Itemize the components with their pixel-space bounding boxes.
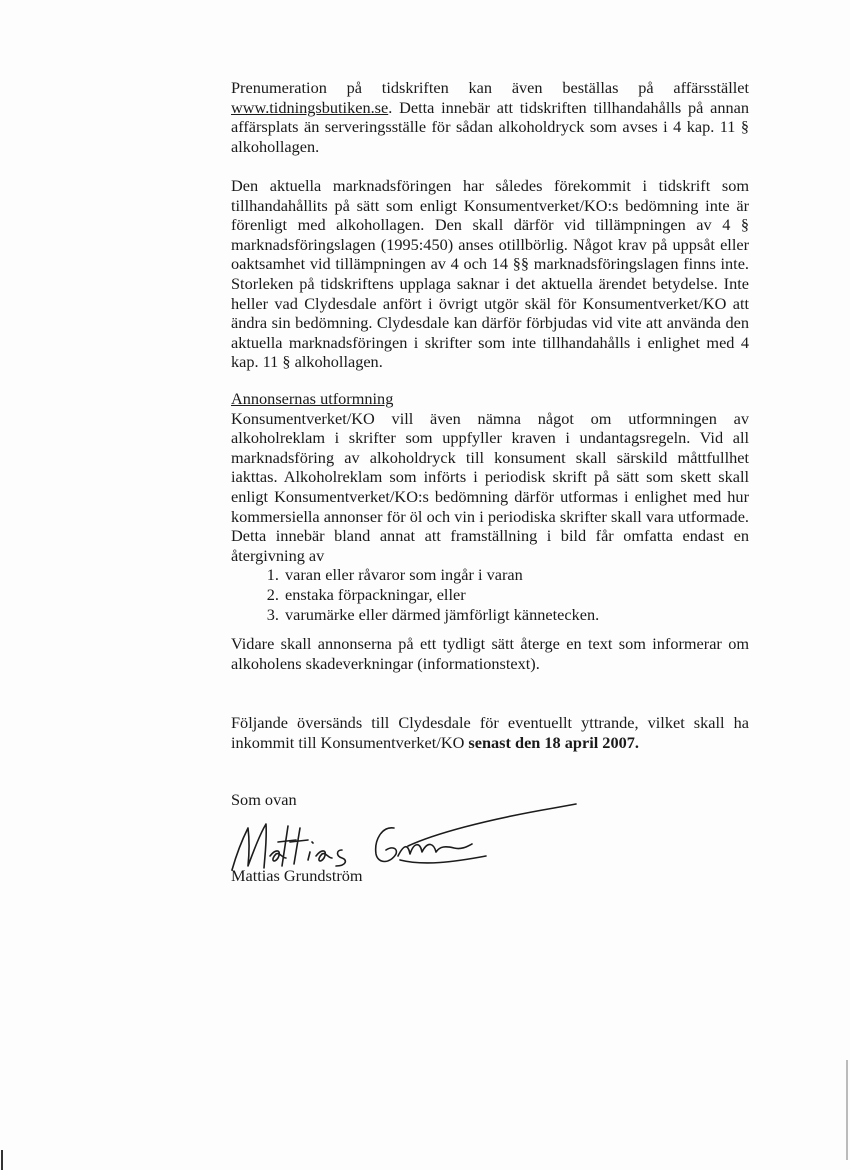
closing-phrase: Som ovan — [231, 790, 297, 809]
numbered-list — [231, 565, 749, 624]
paragraph-text: Den aktuella marknadsföringen har således förekommit i tidskrift som tillhandahållits på sätt som enligt Konsumentverket/KO:s bedömning inte är förenligt med alkohollagen. Den skall därför vid tillämpningen av 4 § marknadsföringslagen (1995:450) anses otillbörlig. Något krav på uppsåt eller oaktsamhet vid tillämpningen av 4 och 14 §§ marknadsföringslagen finns inte. Storleken på tidskriftens upplaga saknar i det aktuella ärendet betydelse. Inte heller vad Clydesdale anfört i övrigt utgör skäl för Konsumentverket/KO att ändra sin bedömning. Clydesdale kan därför förbjudas vid vite att använda den aktuella marknadsföringen i skrifter som inte tillhandahålls i enlighet med 4 kap. 11 § alkohollagen. — [231, 176, 749, 372]
list-item: 1. varan eller råvaror som ingår i varan — [283, 565, 749, 585]
paragraph-subscription — [231, 78, 749, 156]
list-item: 2. enstaka förpackningar, eller — [283, 585, 749, 605]
paragraph-information-text — [231, 634, 749, 673]
scan-edge-shadow — [846, 1060, 848, 1160]
paragraph-text: Följande översänds till Clydesdale för eventuellt yttrande, vilket skall ha inkommit till Konsumentverket/KO — [231, 713, 749, 752]
section-body: Konsumentverket/KO vill även nämna något om utformningen av alkoholreklam i skrifter som uppfyller kraven i undantagsregeln. Vid all marknadsföring av alkoholdryck till konsument skall särskild måttfullhet iakttas. Alkoholreklam som införts i periodisk skrift på sätt som skett skall enligt Konsumentverket/KO:s bedömning därför utformas i enlighet med hur kommersiella annonser för öl och vin i periodiska skrifter skall vara utformade. Detta innebär bland annat att framställning i bild får omfatta endast en återgivning av — [231, 408, 749, 565]
paragraph-text: Vidare skall annonserna på ett tydligt sätt återge en text som informerar om alkoholens skadeverkningar (informationstext). — [231, 634, 749, 673]
paragraph-text: Prenumeration på tidskriften kan även beställas på affärsstället — [231, 78, 749, 97]
paragraph-assessment — [231, 176, 749, 372]
paragraph-text: . Detta innebär att tidskriften tillhandahålls på annan affärsplats än serveringsställe för sådan alkoholdryck som avses i 4 kap. 11 § alkohollagen. — [231, 97, 749, 156]
signer-name: Mattias Grundström — [231, 866, 363, 885]
section-heading: Annonsernas utformning — [231, 389, 394, 408]
scan-edge-mark — [1, 1150, 3, 1170]
web-link[interactable]: www.tidningsbutiken.se — [231, 97, 389, 117]
list-item: 3. varumärke eller därmed jämförligt kännetecken. — [283, 605, 749, 625]
handwritten-signature — [224, 796, 584, 876]
section-ad-design — [231, 389, 749, 624]
paragraph-deadline — [231, 713, 749, 752]
deadline-date: senast den 18 april 2007. — [468, 732, 639, 752]
